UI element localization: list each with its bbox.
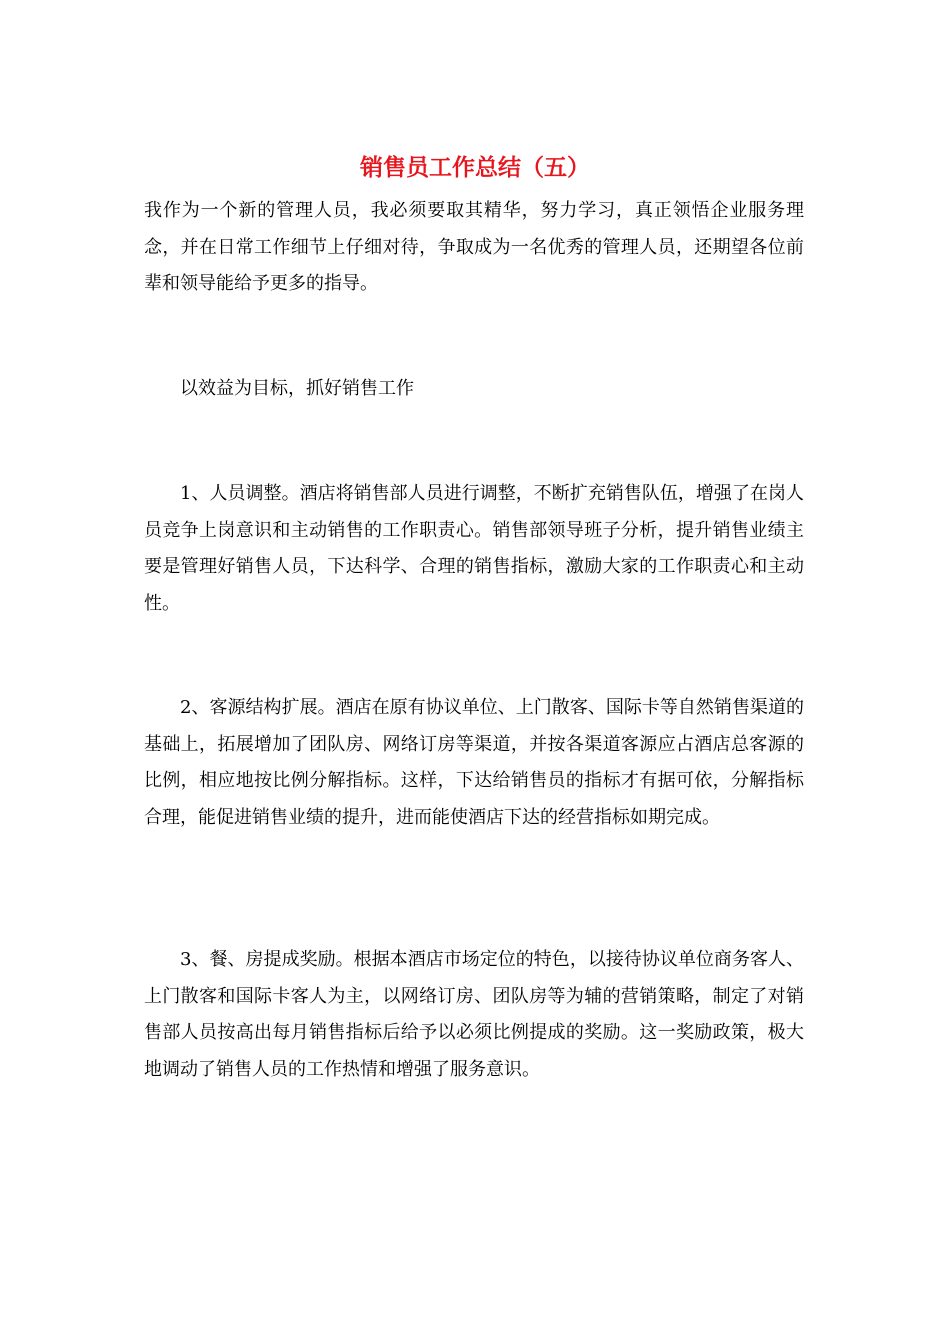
item-paragraph-3: 3、餐、房提成奖励。根据本酒店市场定位的特色，以接待协议单位商务客人、上门散客和国际卡客人为主，以网络订房、团队房等为辅的营销策略，制定了对销售部人员按高出每月销售指标后给予以必须比例提成的奖励。这一奖励政策，极大地调动了销售人员的工作热情和增强了服务意识。: [144, 949, 804, 1080]
section-heading: 以效益为目标，抓好销售工作: [144, 378, 414, 399]
item-paragraph-2: 2、客源结构扩展。酒店在原有协议单位、上门散客、国际卡等自然销售渠道的基础上，拓展增加了团队房、网络订房等渠道，并按各渠道客源应占酒店总客源的比例，相应地按比例分解指标。这样，下达给销售员的指标才有据可依，分解指标合理，能促进销售业绩的提升，进而能使酒店下达的经营指标如期完成。: [144, 697, 804, 828]
item-paragraph-1: 1、人员调整。酒店将销售部人员进行调整，不断扩充销售队伍，增强了在岗人员竞争上岗意识和主动销售的工作职责心。销售部领导班子分析，提升销售业绩主要是管理好销售人员，下达科学、合理的销售指标，激励大家的工作职责心和主动性。: [144, 483, 804, 614]
document-title: 销售员工作总结（五）: [360, 154, 590, 181]
intro-paragraph: 我作为一个新的管理人员，我必须要取其精华，努力学习，真正领悟企业服务理念，并在日常工作细节上仔细对待，争取成为一名优秀的管理人员，还期望各位前辈和领导能给予更多的指导。: [144, 200, 804, 294]
